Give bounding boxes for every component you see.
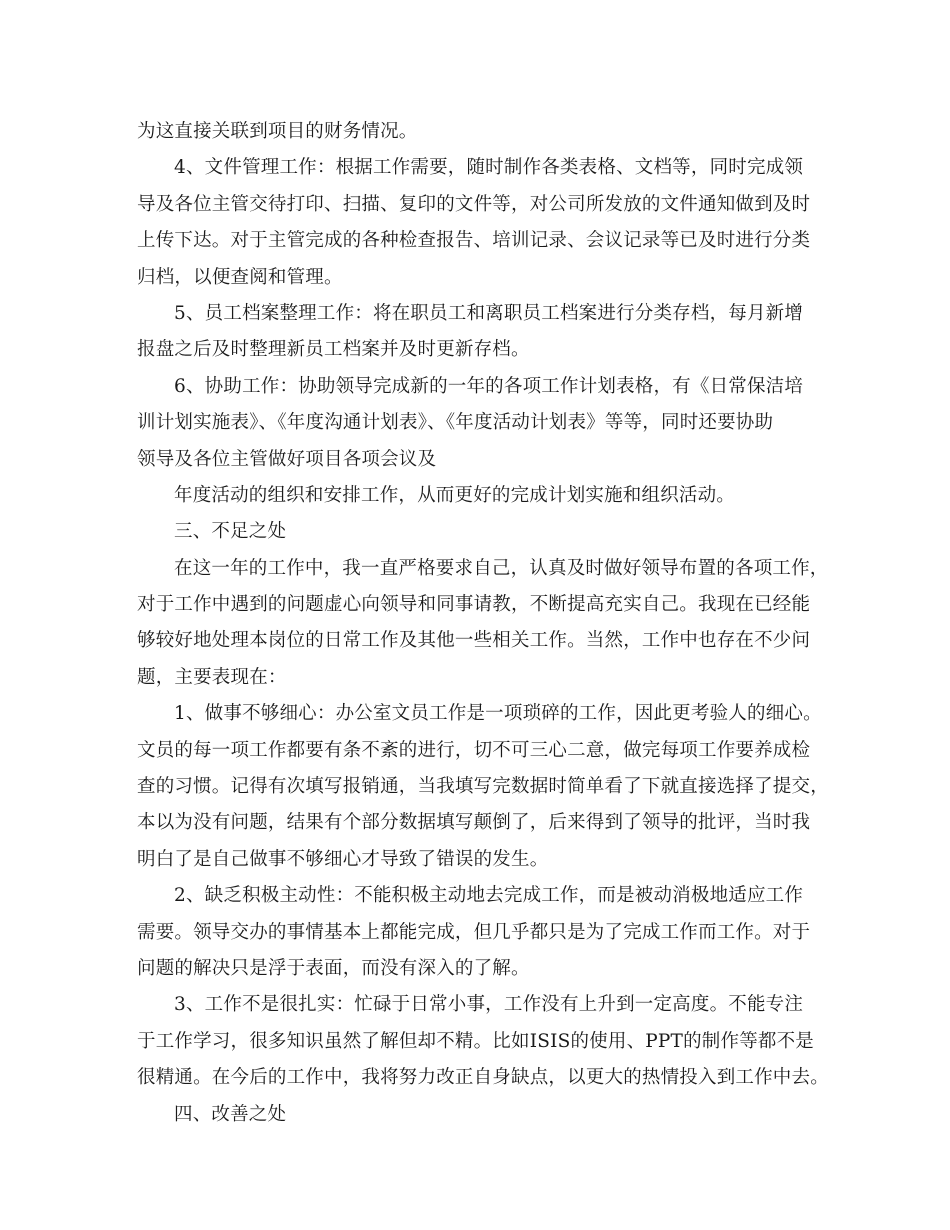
text-line: 年度活动的组织和安排工作，从而更好的完成计划实施和组织活动。 [174,484,736,506]
text-line: 3、工作不是很扎实：忙碌于日常小事，工作没有上升到一定高度。不能专注 [174,994,804,1016]
text-line: 报盘之后及时整理新员工档案并及时更新存档。 [137,339,530,361]
text-line: 对于工作中遇到的问题虚心向领导和同事请教，不断提高充实自己。我现在已经能 [137,594,811,616]
text-line: 文员的每一项工作都要有条不紊的进行，切不可三心二意，做完每项工作要养成检 [137,739,811,761]
text-line: 够较好地处理本岗位的日常工作及其他一些相关工作。当然，工作中也存在不少问 [137,630,811,652]
text-line: 需要。领导交办的事情基本上都能完成，但几乎都只是为了完成工作而工作。对于 [137,921,811,943]
text-line: 问题的解决只是浮于表面，而没有深入的了解。 [137,957,530,979]
text-line: 4、文件管理工作：根据工作需要，随时制作各类表格、文档等，同时完成领 [174,157,804,179]
text-line: 本以为没有问题，结果有个部分数据填写颠倒了，后来得到了领导的批评，当时我 [137,812,811,834]
text-line: 很精通。在今后的工作中，我将努力改正自身缺点，以更大的热情投入到工作中去。 [137,1067,829,1089]
text-line: 上传下达。对于主管完成的各种检查报告、培训记录、会议记录等已及时进行分类 [137,230,811,252]
text-line: 三、不足之处 [174,521,287,543]
text-line: 1、做事不够细心：办公室文员工作是一项琐碎的工作，因此更考验人的细心。 [174,703,822,725]
text-line: 明白了是自己做事不够细心才导致了错误的发生。 [137,848,549,870]
text-line: 6、协助工作：协助领导完成新的一年的各项工作计划表格，有《日常保洁培 [174,375,804,397]
text-line: 训计划实施表》、《年度沟通计划表》、《年度活动计划表》等等，同时还要协助 [137,412,774,434]
text-line: 导及各位主管交待打印、扫描、复印的文件等，对公司所发放的文件通知做到及时 [137,193,811,215]
text-line: 领导及各位主管做好项目各项会议及 [137,448,437,470]
text-line: 题，主要表现在： [137,666,287,688]
text-line: 归档，以便查阅和管理。 [137,266,343,288]
text-line: 2、缺乏积极主动性：不能积极主动地去完成工作，而是被动消极地适应工作 [174,885,804,907]
text-line: 在这一年的工作中，我一直严格要求自己，认真及时做好领导布置的各项工作， [174,557,829,579]
text-line: 于工作学习，很多知识虽然了解但却不精。比如ISIS的使用、PPT的制作等都不是 [137,1030,815,1052]
text-line: 四、改善之处 [174,1103,287,1125]
document-body [137,114,829,1133]
text-line: 5、员工档案整理工作：将在职员工和离职员工档案进行分类存档，每月新增 [174,302,804,324]
text-line: 为这直接关联到项目的财务情况。 [137,121,418,142]
text-line: 查的习惯。记得有次填写报销通，当我填写完数据时简单看了下就直接选择了提交， [137,776,829,798]
